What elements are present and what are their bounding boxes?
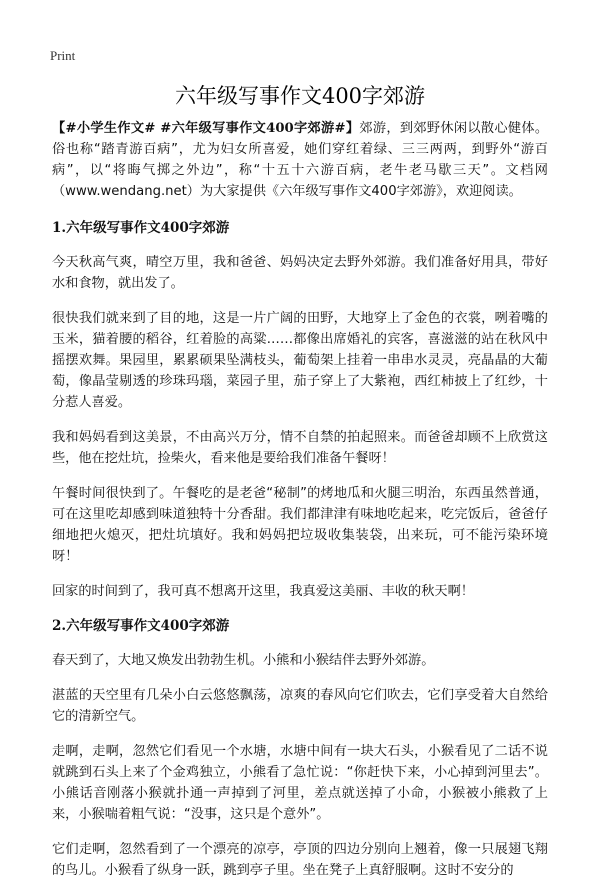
section-2-paragraph-2: 湛蓝的天空里有几朵小白云悠悠飘荡，凉爽的春风向它们吹去，它们享受着大自然给它的清新空气。 (52, 688, 548, 724)
intro-text: 郊游，到郊野休闲以散心健体。俗也称“踏青游百病”，尤为妇女所喜爱，她们穿红着绿、三三两两，到野外“游百病”，以“将晦气掷之外边”，称“十五十六游百病，老牛老马歇三天”。文档网（www.wendang.net）为大家提供《六年级写事作文400字郊游》，欢迎阅读。 (52, 121, 549, 199)
intro-paragraph (52, 118, 548, 202)
section-1-paragraph-4: 午餐时间很快到了。午餐吃的是老爸“秘制”的烤地瓜和火腿三明治，东西虽然普通，可在这里吃却感到味道独特十分香甜。我们都津津有味地吃起来，吃完饭后，爸爸仔细地把火熄灭，把灶坑填好。我和妈妈把垃圾收集装袋，出来玩，可不能污染环境呀！ (52, 486, 548, 564)
section-1-paragraph-5: 回家的时间到了，我可真不想离开这里，我真爱这美丽、丰收的秋天啊！ (52, 584, 474, 599)
page-title: 六年级写事作文400字郊游 (174, 84, 426, 108)
intro-tag: 【#小学生作文# #六年级写事作文400字郊游#】 (52, 121, 360, 136)
section-2-paragraph-1: 春天到了，大地又焕发出勃勃生机。小熊和小猴结伴去野外郊游。 (52, 653, 435, 668)
section-1-paragraph-2: 很快我们就来到了目的地，这是一片广阔的田野，大地穿上了金色的衣裳，咧着嘴的玉米，猫着腰的稻谷，红着脸的高粱……都像出席婚礼的宾客，喜滋滋的站在秋风中摇摆欢舞。果园里，累累硕果坠满枝头，葡萄架上挂着一串串水灵灵，亮晶晶的大葡萄，像晶莹剔透的珍珠玛瑙，菜园子里，茄子穿上了大紫袍，西红柿披上了红纱，十分惹人喜爱。 (52, 311, 548, 410)
article-body (52, 118, 548, 895)
print-label[interactable]: Print (50, 48, 76, 63)
section-1-paragraph-3: 我和妈妈看到这美景，不由高兴万分，情不自禁的拍起照来。而爸爸却顾不上欣赏这些，他在挖灶坑，捡柴火，看来他是要给我们准备午餐呀！ (52, 430, 548, 466)
section-1-paragraph-1: 今天秋高气爽，晴空万里，我和爸爸、妈妈决定去野外郊游。我们准备好用具，带好水和食物，就出发了。 (52, 255, 548, 291)
section-heading-1: 1.六年级写事作文400字郊游 (52, 220, 230, 236)
section-2-paragraph-3: 走啊，走啊，忽然它们看见一个水塘，水塘中间有一块大石头，小猴看见了二话不说就跳到石头上来了个金鸡独立，小熊看了急忙说：“你赶快下来，小心掉到河里去”。小熊话音刚落小猴就扑通一声掉到了河里，差点就送掉了小命，小猴被小熊救了上来，小猴喘着粗气说：“没事，这只是个意外”。 (52, 744, 548, 822)
section-2-paragraph-4: 它们走啊，忽然看到了一个漂亮的凉亭，亭顶的四边分别向上翘着，像一只展翅飞翔的鸟儿。小猴看了纵身一跃，跳到亭子里。坐在凳子上真舒服啊。这时不安分的 (52, 842, 548, 878)
section-heading-2: 2.六年级写事作文400字郊游 (52, 618, 230, 634)
